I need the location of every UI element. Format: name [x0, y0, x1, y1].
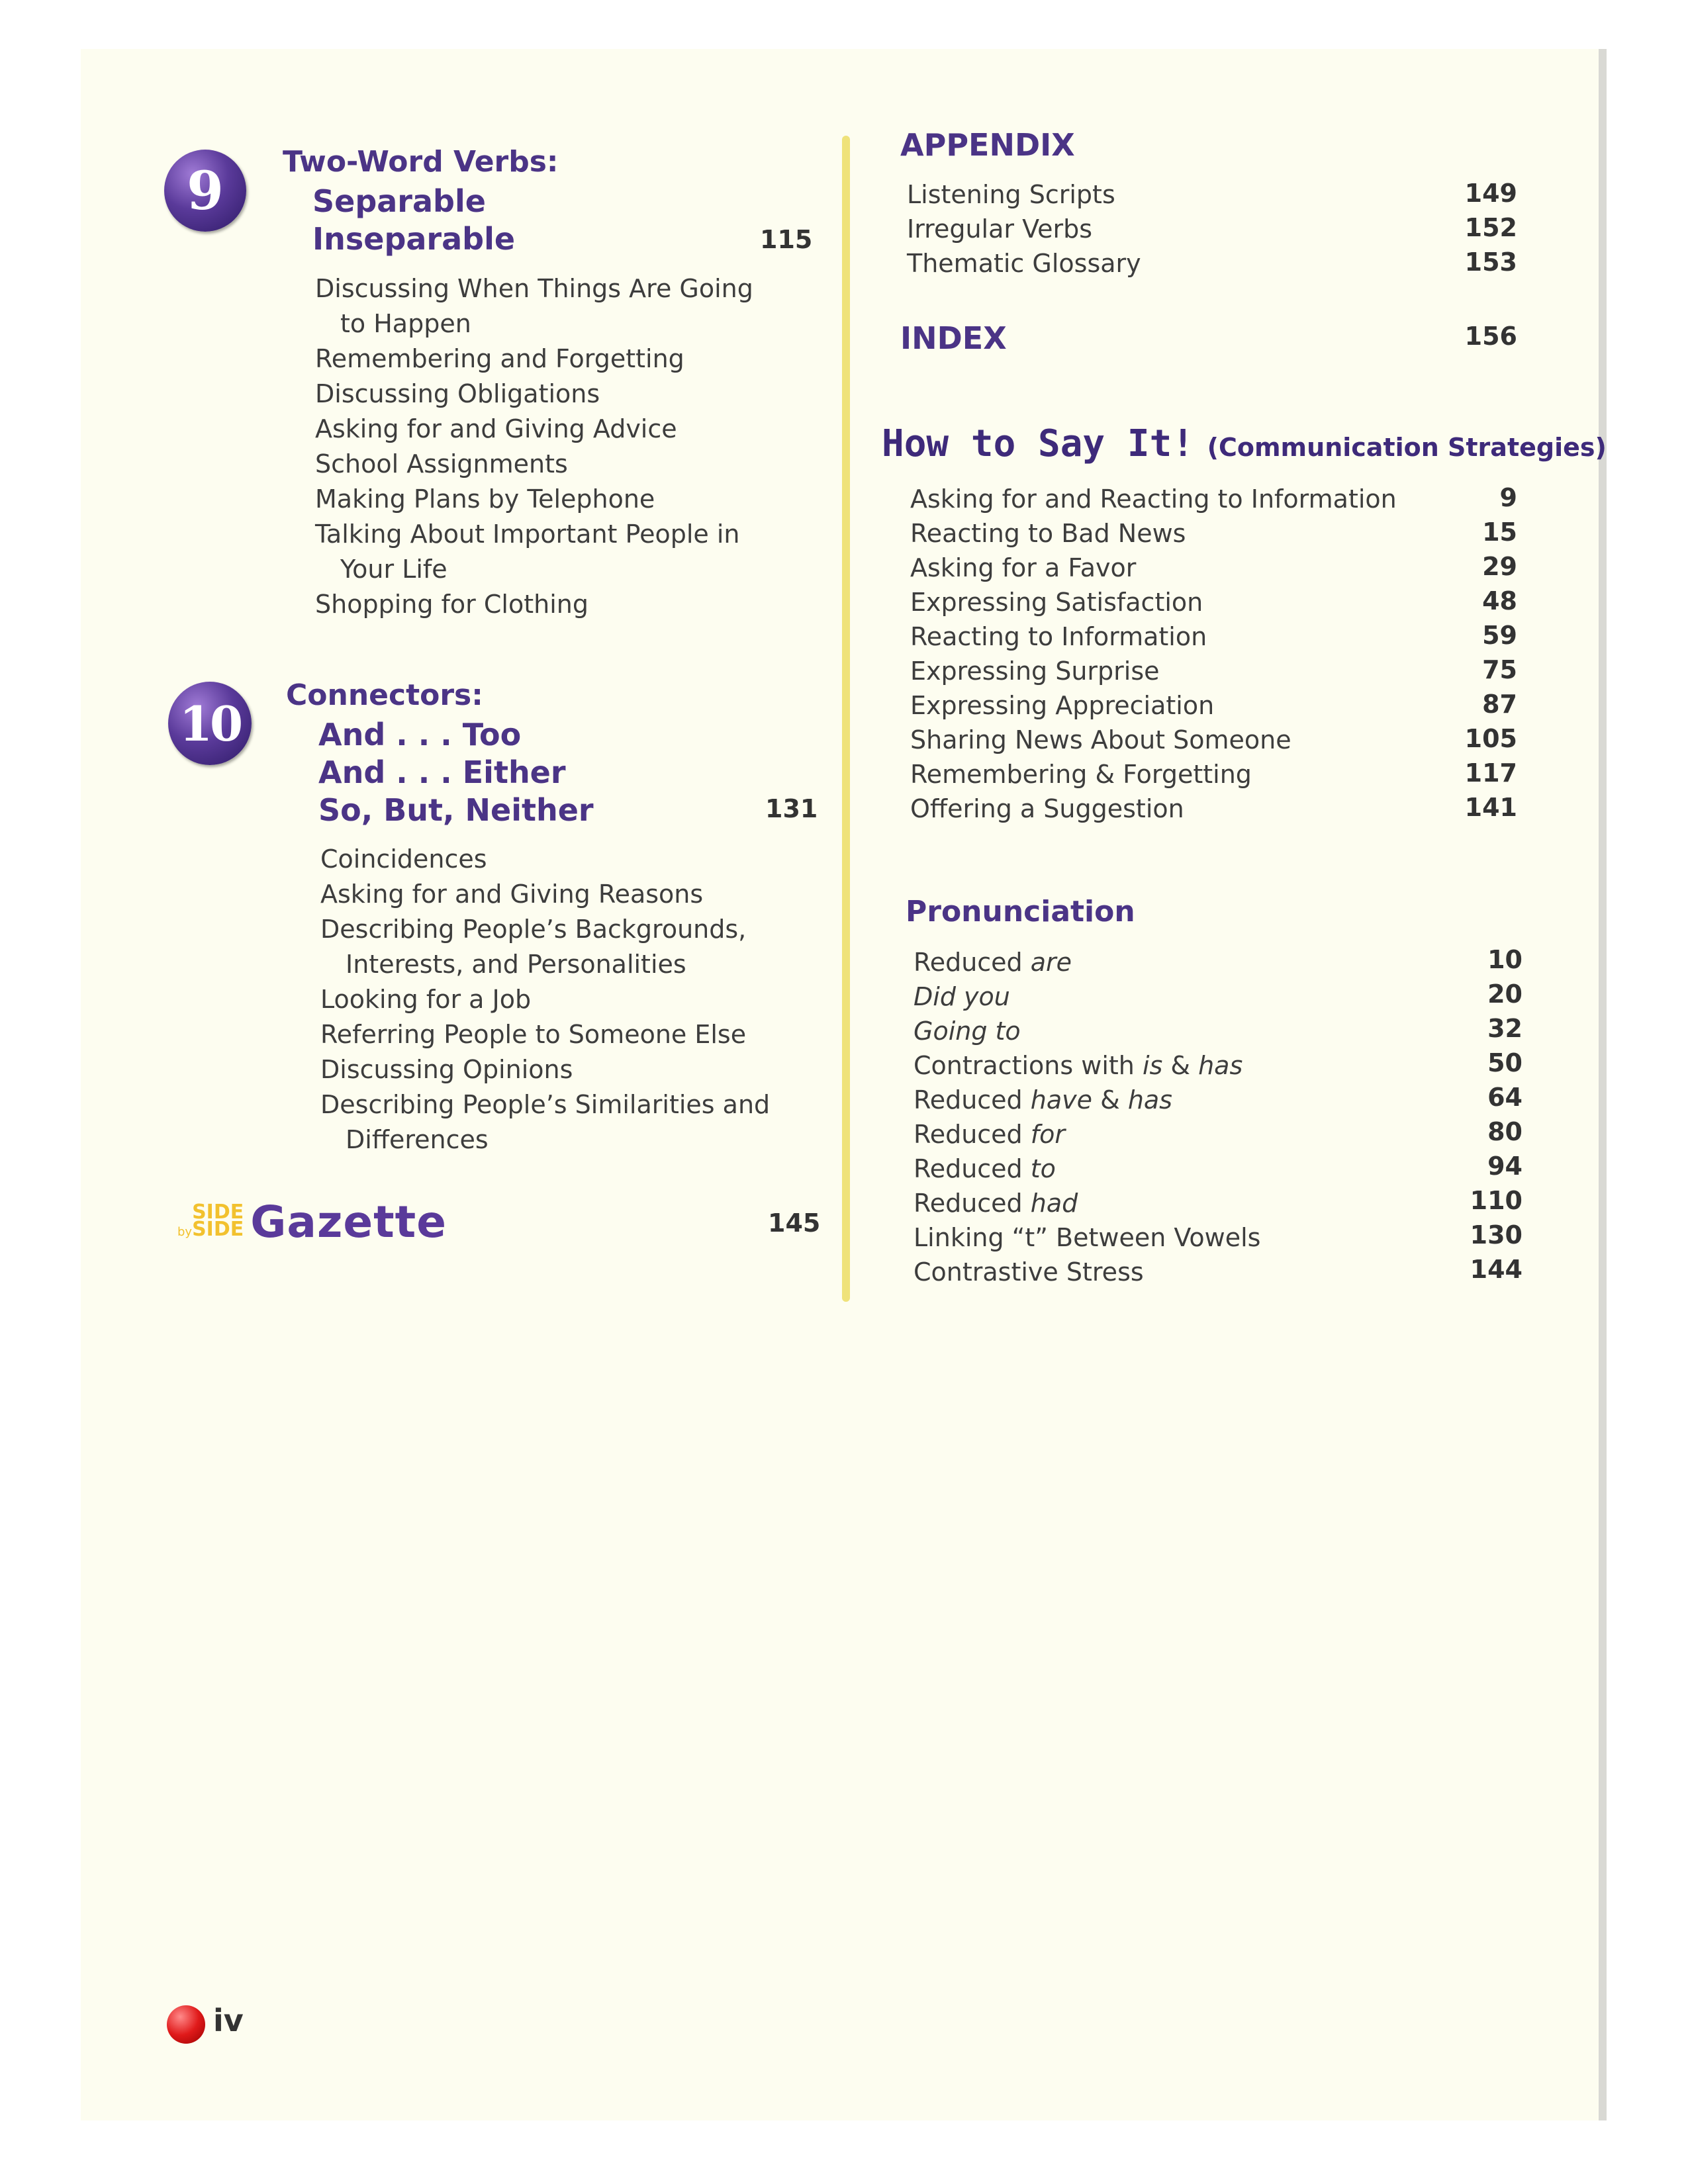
- appendix-item: Thematic Glossary: [907, 249, 1141, 278]
- unit-9-page: 115: [760, 225, 813, 254]
- strategy-item: Asking for and Reacting to Information: [910, 484, 1397, 514]
- appendix-item-page: 152: [1464, 213, 1517, 242]
- unit-10-badge: 10: [168, 682, 252, 765]
- gazette-logo-side-bottom: [177, 1217, 244, 1241]
- pronunciation-item: Reduced to: [914, 1154, 1056, 1183]
- strategy-item: Reacting to Information: [910, 622, 1207, 651]
- topic-item: Asking for and Giving Advice: [315, 414, 677, 443]
- pronunciation-item-page: 110: [1470, 1186, 1523, 1215]
- gazette-logo-word: Gazette: [250, 1197, 447, 1248]
- pronunciation-item-page: 94: [1487, 1152, 1523, 1181]
- pronunciation-item: Linking “t” Between Vowels: [914, 1223, 1261, 1252]
- topic-item: School Assignments: [315, 449, 568, 478]
- topic-item: Describing People’s Similarities and: [320, 1090, 771, 1119]
- index-page: 156: [1464, 322, 1517, 351]
- topic-item: Talking About Important People in: [315, 520, 740, 549]
- strategy-item-page: 9: [1499, 483, 1517, 512]
- appendix-item: Irregular Verbs: [907, 214, 1093, 244]
- pronunciation-item: Reduced are: [914, 948, 1072, 977]
- strategy-item: Expressing Surprise: [910, 657, 1160, 686]
- unit-9-badge: 9: [164, 150, 246, 232]
- strategy-item-page: 15: [1482, 518, 1517, 547]
- pronunciation-item-page: 64: [1487, 1083, 1523, 1112]
- strategy-item-page: 105: [1464, 724, 1517, 753]
- gazette-logo-by: by: [177, 1224, 193, 1239]
- page-number: iv: [213, 2003, 244, 2038]
- unit-9-subtitle-1: Separable: [312, 183, 486, 219]
- unit-9-title: Two-Word Verbs:: [283, 145, 559, 179]
- topic-item: Making Plans by Telephone: [315, 484, 655, 514]
- topic-item: Shopping for Clothing: [315, 590, 588, 619]
- strategy-item: Remembering & Forgetting: [910, 760, 1252, 789]
- unit-9-topics: [315, 271, 778, 622]
- column-divider: [842, 136, 850, 1302]
- strategy-item: Expressing Satisfaction: [910, 588, 1203, 617]
- pronunciation-item: Reduced for: [914, 1120, 1066, 1149]
- unit-10-subtitle-2: And . . . Either: [318, 754, 566, 790]
- topic-item: Remembering and Forgetting: [315, 344, 684, 373]
- pronunciation-item-page: 20: [1487, 979, 1523, 1009]
- unit-10-title: Connectors:: [286, 678, 483, 712]
- how-to-say-it-subtitle: (Communication Strategies): [1207, 433, 1607, 462]
- topic-item-cont: Interests, and Personalities: [346, 950, 686, 979]
- index-heading: INDEX: [900, 320, 1007, 356]
- pronunciation-item-page: 10: [1487, 945, 1523, 974]
- page-bullet-icon: [167, 2005, 205, 2044]
- unit-10-topics: [320, 842, 784, 1158]
- unit-10-page: 131: [765, 794, 818, 823]
- pronunciation-item: Reduced had: [914, 1189, 1078, 1218]
- pronunciation-item-page: 80: [1487, 1117, 1523, 1146]
- strategy-item-page: 141: [1464, 793, 1517, 822]
- appendix-heading: APPENDIX: [900, 127, 1075, 163]
- topic-item: Looking for a Job: [320, 985, 532, 1014]
- topic-item: Referring People to Someone Else: [320, 1020, 747, 1049]
- pronunciation-item-page: 130: [1470, 1220, 1523, 1250]
- strategy-item-page: 29: [1482, 552, 1517, 581]
- appendix-item-page: 149: [1464, 179, 1517, 208]
- strategy-item-page: 59: [1482, 621, 1517, 650]
- unit-10-subtitle-1: And . . . Too: [318, 717, 522, 752]
- strategy-item: Asking for a Favor: [910, 553, 1137, 582]
- pronunciation-item-page: 50: [1487, 1048, 1523, 1077]
- strategy-item-page: 48: [1482, 586, 1517, 615]
- gazette-page: 145: [768, 1208, 821, 1238]
- strategy-item-page: 117: [1464, 758, 1517, 788]
- pronunciation-item: Contractions with is & has: [914, 1051, 1243, 1080]
- page-edge: [1599, 49, 1607, 2120]
- how-to-say-it-title: How to Say It!: [882, 422, 1195, 465]
- topic-item: Describing People’s Backgrounds,: [320, 915, 747, 944]
- topic-item-cont: Differences: [346, 1125, 489, 1154]
- how-to-say-it-heading: [882, 422, 1607, 465]
- topic-item: Discussing Obligations: [315, 379, 600, 408]
- topic-item: Discussing Opinions: [320, 1055, 573, 1084]
- pronunciation-item: Did you: [914, 982, 1010, 1011]
- topic-item-cont: Your Life: [340, 555, 447, 584]
- pronunciation-item-page: 144: [1470, 1255, 1523, 1284]
- pronunciation-item: Going to: [914, 1017, 1021, 1046]
- topic-item: Discussing When Things Are Going: [315, 274, 753, 303]
- pronunciation-item-page: 32: [1487, 1014, 1523, 1043]
- unit-10-subtitle-3: So, But, Neither: [318, 792, 594, 828]
- appendix-item: Listening Scripts: [907, 180, 1115, 209]
- topic-item-cont: to Happen: [340, 309, 471, 338]
- gazette-logo-side-top: SIDE: [192, 1200, 244, 1224]
- strategy-item: Offering a Suggestion: [910, 794, 1184, 823]
- unit-9-subtitle-2: Inseparable: [312, 221, 516, 257]
- strategy-item: Sharing News About Someone: [910, 725, 1291, 754]
- topic-item: Asking for and Giving Reasons: [320, 880, 704, 909]
- pronunciation-heading: Pronunciation: [906, 895, 1135, 929]
- strategy-item: Expressing Appreciation: [910, 691, 1215, 720]
- pronunciation-item: Reduced have & has: [914, 1085, 1172, 1115]
- strategy-item: Reacting to Bad News: [910, 519, 1186, 548]
- strategy-item-page: 75: [1482, 655, 1517, 684]
- appendix-item-page: 153: [1464, 248, 1517, 277]
- strategy-item-page: 87: [1482, 690, 1517, 719]
- topic-item: Coincidences: [320, 844, 487, 874]
- pronunciation-item: Contrastive Stress: [914, 1257, 1144, 1287]
- gazette-logo-side: SIDE: [192, 1217, 244, 1241]
- gazette-logo: [177, 1197, 447, 1248]
